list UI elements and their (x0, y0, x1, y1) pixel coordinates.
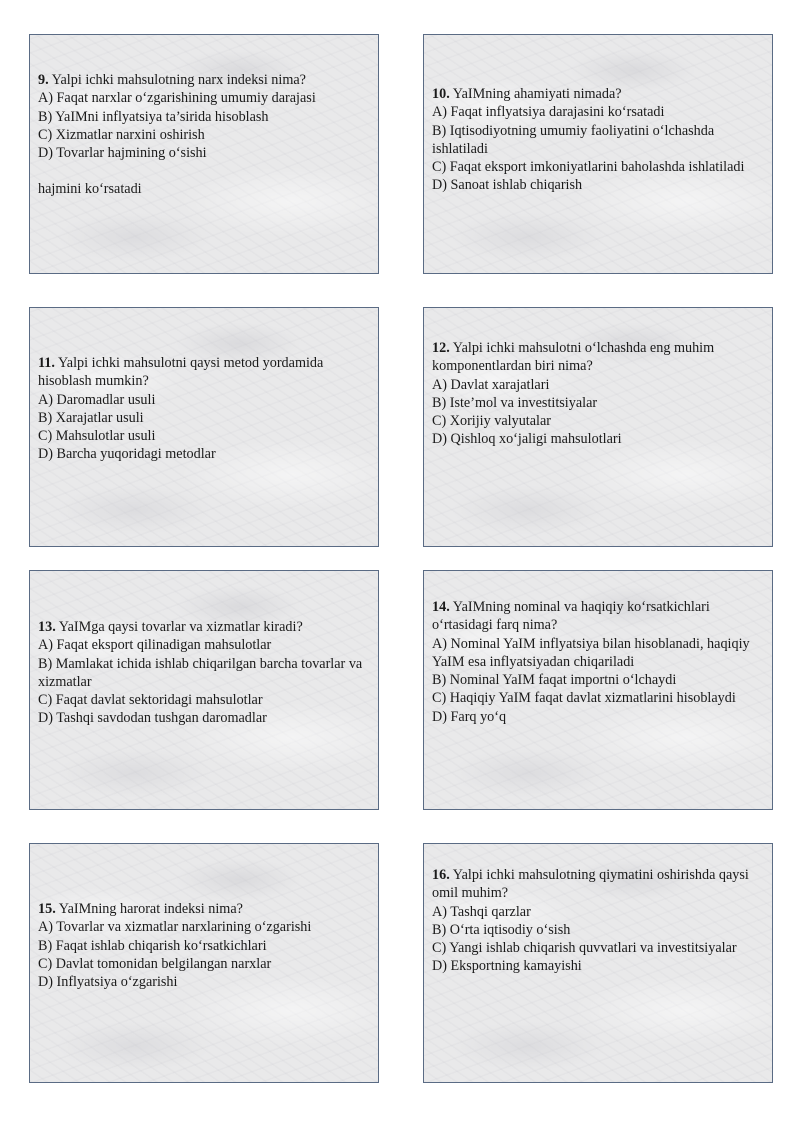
question-number: 11. (38, 355, 55, 371)
answer-option-b: B) Mamlakat ichida ishlab chiqarilgan barcha tovarlar va xizmatlar (38, 655, 363, 690)
stray-note-text: hajmini ko‘rsatadi (38, 181, 142, 198)
question-card-content (432, 598, 766, 726)
answer-option-a: A) Daromadlar usuli (38, 391, 156, 408)
answer-option-a: A) Faqat eksport qilinadigan mahsulotlar (38, 637, 272, 654)
answer-option-d: D) Qishloq xo‘jaligi mahsulotlari (432, 431, 622, 448)
answer-option-b: B) Faqat ishlab chiqarish ko‘rsatkichlari (38, 937, 267, 954)
question-text (432, 85, 766, 103)
question-label: Yalpi ichki mahsulotni qaysi metod yordamida hisoblash mumkin? (38, 355, 324, 390)
answer-option-d: D) Farq yo‘q (432, 708, 507, 725)
question-card-10 (423, 34, 773, 274)
answer-option-d: D) Inflyatsiya o‘zgarishi (38, 974, 178, 991)
answer-option-d: D) Eksportning kamayishi (432, 958, 582, 975)
answer-option-b: B) Xarajatlar usuli (38, 409, 144, 426)
question-label: Yalpi ichki mahsulotning qiymatini oshirishda qaysi omil muhim? (432, 867, 749, 902)
answer-option-c: C) Faqat davlat sektoridagi mahsulotlar (38, 692, 263, 709)
question-card-14 (423, 570, 773, 810)
question-label: Yalpi ichki mahsulotning narx indeksi nima? (51, 72, 306, 88)
answer-option-d: D) Barcha yuqoridagi metodlar (38, 446, 216, 463)
question-number: 9. (38, 72, 49, 88)
question-card-content (38, 71, 372, 199)
question-text (38, 900, 372, 918)
question-card-content (38, 354, 372, 464)
answer-option-d: D) Tashqi savdodan tushgan daromadlar (38, 710, 267, 727)
question-number: 16. (432, 867, 450, 883)
question-number: 14. (432, 599, 450, 615)
question-label: YaIMga qaysi tovarlar va xizmatlar kiradi? (58, 619, 303, 635)
question-label: YaIMning nominal va haqiqiy ko‘rsatkichlari o‘rtasidagi farq nima? (432, 599, 710, 634)
question-card-12 (423, 307, 773, 547)
answer-option-c: C) Xizmatlar narxini oshirish (38, 126, 205, 143)
answer-option-c: C) Davlat tomonidan belgilangan narxlar (38, 955, 272, 972)
answer-option-a: A) Davlat xarajatlari (432, 376, 550, 393)
question-label: Yalpi ichki mahsulotni o‘lchashda eng muhim komponentlardan biri nima? (432, 340, 715, 375)
question-text (38, 71, 372, 89)
question-card-11 (29, 307, 379, 547)
answer-option-b: B) Iqtisodiyotning umumiy faoliyatini o‘lchashda ishlatiladi (432, 122, 715, 157)
question-text (38, 618, 372, 636)
question-label: YaIMning harorat indeksi nima? (58, 901, 243, 917)
answer-option-c: C) Xorijiy valyutalar (432, 413, 551, 430)
answer-option-a: A) Nominal YaIM inflyatsiya bilan hisoblanadi, haqiqiy YaIM esa inflyatsiyadan chiqariladi (432, 635, 750, 670)
answer-option-c: C) Haqiqiy YaIM faqat davlat xizmatlarini hisoblaydi (432, 690, 736, 707)
answer-option-b: B) YaIMni inflyatsiya ta’sirida hisoblash (38, 108, 269, 125)
answer-option-c: C) Yangi ishlab chiqarish quvvatlari va investitsiyalar (432, 940, 737, 957)
question-text (38, 354, 372, 391)
question-card-content (432, 85, 766, 195)
question-card-content (432, 866, 766, 976)
answer-option-b: B) Iste’mol va investitsiyalar (432, 394, 598, 411)
answer-option-d: D) Sanoat ishlab chiqarish (432, 177, 583, 194)
answer-option-a: A) Tovarlar va xizmatlar narxlarining o‘zgarishi (38, 919, 312, 936)
question-text (432, 866, 766, 903)
answer-option-c: C) Mahsulotlar usuli (38, 428, 156, 445)
question-card-content (38, 900, 372, 991)
question-card-13 (29, 570, 379, 810)
question-text (432, 339, 766, 376)
question-number: 13. (38, 619, 56, 635)
question-text (432, 598, 766, 635)
answer-option-a: A) Tashqi qarzlar (432, 903, 531, 920)
question-card-content (38, 618, 372, 728)
answer-option-b: B) O‘rta iqtisodiy o‘sish (432, 921, 571, 938)
answer-option-c: C) Faqat eksport imkoniyatlarini baholashda ishlatiladi (432, 159, 745, 176)
question-number: 10. (432, 86, 450, 102)
question-card-content (432, 339, 766, 449)
question-card-9 (29, 34, 379, 274)
answer-option-a: A) Faqat narxlar o‘zgarishining umumiy darajasi (38, 90, 316, 107)
question-number: 12. (432, 340, 450, 356)
question-label: YaIMning ahamiyati nimada? (452, 86, 622, 102)
answer-option-a: A) Faqat inflyatsiya darajasini ko‘rsatadi (432, 104, 665, 121)
question-card-16 (423, 843, 773, 1083)
question-card-15 (29, 843, 379, 1083)
answer-option-b: B) Nominal YaIM faqat importni o‘lchaydi (432, 672, 677, 689)
answer-option-d: D) Tovarlar hajmining o‘sishi (38, 145, 207, 162)
question-number: 15. (38, 901, 56, 917)
